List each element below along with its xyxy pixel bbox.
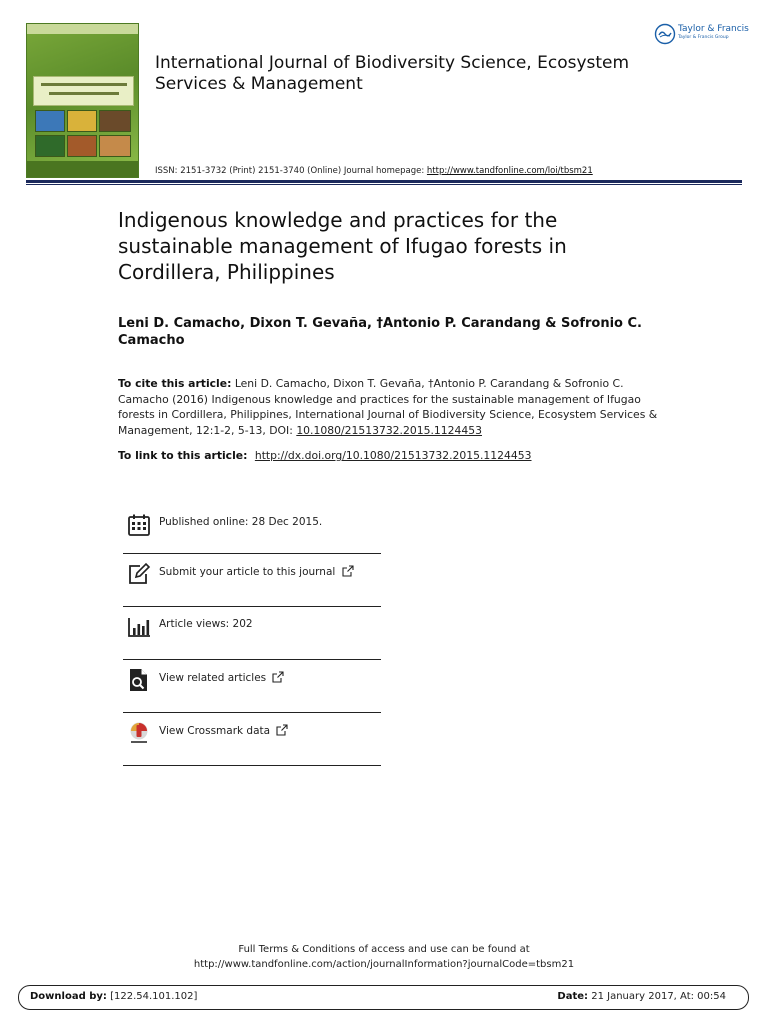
- citation-doi-link[interactable]: 10.1080/21513732.2015.1124453: [296, 423, 482, 437]
- publisher-group: Taylor & Francis Group: [678, 35, 729, 40]
- issn-text: ISSN: 2151-3732 (Print) 2151-3740 (Online) Journal homepage:: [155, 166, 425, 176]
- article-title: Indigenous knowledge and practices for the sustainable management of Ifugao forests in Cordillera, Philippines: [118, 208, 567, 284]
- info-submit[interactable]: [123, 554, 381, 607]
- crossmark-link[interactable]: View Crossmark data: [159, 725, 271, 737]
- download-info-bar: [18, 985, 749, 1010]
- submit-article-link[interactable]: Submit your article to this journal: [159, 566, 336, 578]
- date-label: Date:: [557, 991, 589, 1002]
- calendar-icon: [127, 513, 151, 537]
- external-link-icon: [272, 671, 284, 683]
- info-published: [123, 505, 381, 554]
- download-by: [30, 991, 197, 1002]
- journal-homepage-link[interactable]: http://www.tandfonline.com/loi/tbsm21: [426, 166, 593, 176]
- cover-photo: [35, 110, 65, 132]
- terms-link[interactable]: http://www.tandfonline.com/action/journalInformation?journalCode=tbsm21: [193, 959, 575, 970]
- citation-label: To cite this article:: [118, 377, 232, 390]
- info-views: [123, 607, 381, 660]
- publisher-logo-icon: [654, 23, 676, 45]
- article-link-label: To link to this article:: [118, 449, 248, 462]
- publisher-logo[interactable]: [654, 23, 749, 47]
- bar-chart-icon: [127, 615, 151, 639]
- article-link-block: [118, 448, 663, 463]
- journal-cover-image: [26, 23, 139, 178]
- cover-photo: [99, 110, 131, 132]
- journal-title: International Journal of Biodiversity Science, Ecosystem Services & Management: [155, 53, 630, 94]
- download-date: [557, 991, 726, 1002]
- cover-photo: [67, 135, 97, 157]
- header-divider: [26, 180, 742, 183]
- info-related[interactable]: [123, 660, 381, 713]
- citation-block: [118, 376, 663, 438]
- article-info-list: [123, 505, 381, 766]
- terms-notice: [0, 942, 768, 972]
- article-doi-link[interactable]: http://dx.doi.org/10.1080/21513732.2015.1124453: [254, 449, 532, 462]
- article-authors: Leni D. Camacho, Dixon T. Gevaña, †Antonio P. Carandang & Sofronio C. Camacho: [118, 316, 642, 348]
- cover-title-panel: [33, 76, 134, 106]
- published-date: Published online: 28 Dec 2015.: [159, 516, 323, 528]
- cover-photo: [99, 135, 131, 157]
- cover-photo: [35, 135, 65, 157]
- cover-bottom-strip: [27, 161, 139, 177]
- article-views: Article views: 202: [159, 618, 253, 630]
- download-ip: [122.54.101.102]: [110, 991, 198, 1002]
- crossmark-icon: [127, 721, 151, 745]
- publisher-name: Taylor & Francis: [678, 24, 749, 34]
- terms-line: Full Terms & Conditions of access and use can be found at: [238, 944, 530, 955]
- external-link-icon: [342, 565, 354, 577]
- info-crossmark[interactable]: [123, 713, 381, 766]
- cover-top-strip: [27, 24, 139, 34]
- external-link-icon: [276, 724, 288, 736]
- header-divider-thin: [26, 184, 742, 185]
- date-value: 21 January 2017, At: 00:54: [591, 991, 726, 1002]
- citation-text: Leni D. Camacho, Dixon T. Gevaña, †Antonio P. Carandang & Sofronio C. Camacho (2016) Indigenous knowledge and practices for the sustainable management of Ifugao forests in Cordillera, Philippines, International Journal of Biodiversity Science, Ecosystem Services & Management, 12:1-2, 5-13, DOI:: [118, 377, 658, 437]
- issn-line: [155, 166, 593, 176]
- cover-photo: [67, 110, 97, 132]
- document-search-icon: [127, 668, 151, 692]
- related-articles-link[interactable]: View related articles: [159, 672, 267, 684]
- download-label: Download by:: [30, 991, 107, 1002]
- edit-icon: [127, 562, 151, 586]
